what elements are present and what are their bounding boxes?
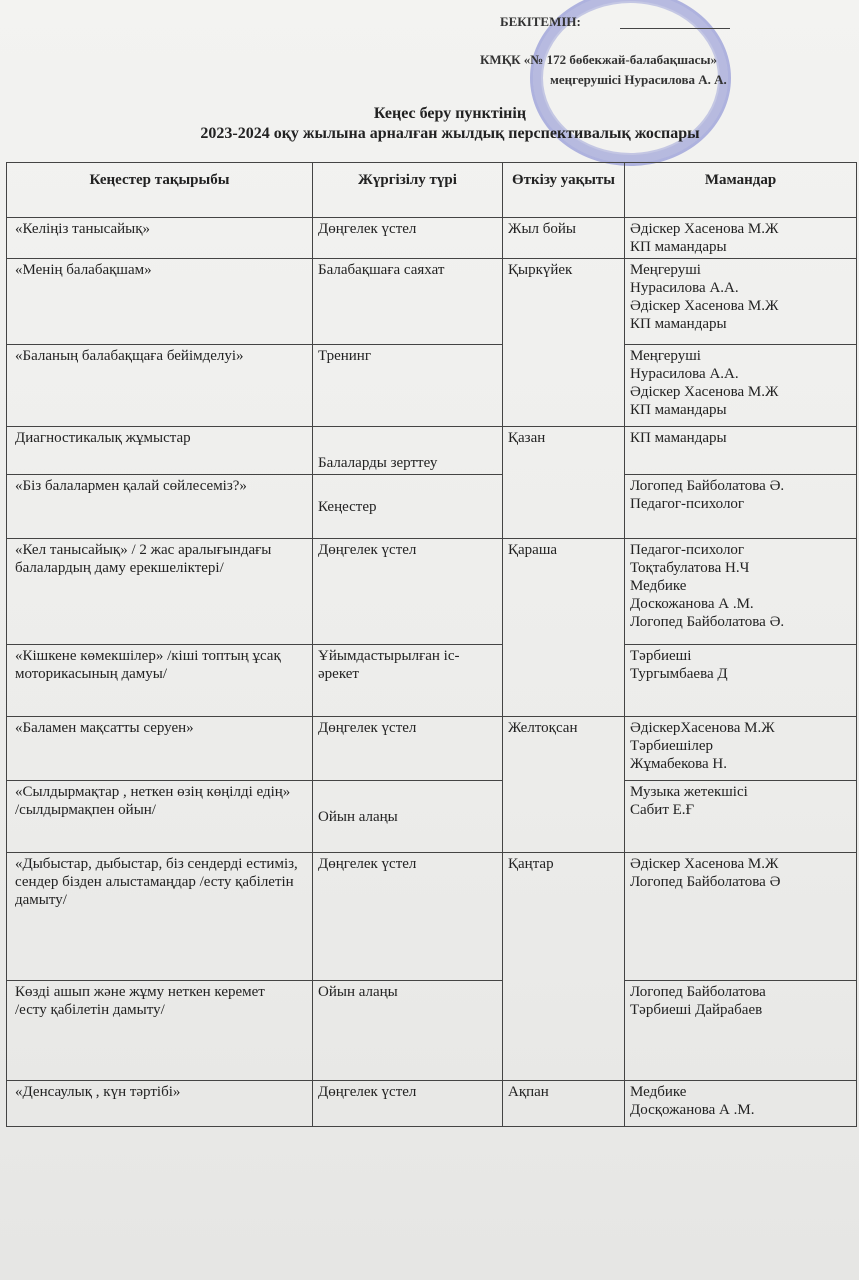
cell-time: Қаңтар [503, 853, 625, 1081]
cell-time: Қазан [503, 427, 625, 539]
cell-staff: Әдіскер Хасенова М.Ж КП мамандары [625, 218, 857, 259]
cell-staff: ӘдіскерХасенова М.Ж Тәрбиешілер Жұмабекова Н. [625, 717, 857, 781]
document-title [0, 104, 859, 144]
table-row [7, 475, 857, 539]
header-time: Өткізу уақыты [503, 163, 625, 218]
cell-staff: Тәрбиеші Тургымбаева Д [625, 645, 857, 717]
cell-form: Дөңгелек үстел [313, 1081, 503, 1127]
cell-topic: «Кел танысайық» / 2 жас аралығындағы балалардың даму ерекшеліктері/ [7, 539, 313, 645]
signature-line [620, 28, 730, 29]
cell-topic: «Дыбыстар, дыбыстар, біз сендерді естиміз, сендер бізден алыстамаңдар /есту қабілетін дамыту/ [7, 853, 313, 981]
cell-staff: КП мамандары [625, 427, 857, 475]
header-form: Жүргізілу түрі [313, 163, 503, 218]
cell-staff: Медбике Досқожанова А .М. [625, 1081, 857, 1127]
cell-staff: Логопед Байболатова Ә. Педагог-психолог [625, 475, 857, 539]
cell-topic: «Біз балалармен қалай сөйлесеміз?» [7, 475, 313, 539]
approval-line-2: КМҚК «№ 172 бөбекжай-балабақшасы» [480, 52, 717, 67]
header-staff: Мамандар [625, 163, 857, 218]
cell-form: Тренинг [313, 345, 503, 427]
cell-staff: Логопед Байболатова Тәрбиеші Дайрабаев [625, 981, 857, 1081]
table-row [7, 717, 857, 781]
title-line-1: Кеңес беру пунктінің [373, 105, 527, 122]
cell-staff: Әдіскер Хасенова М.Ж Логопед Байболатова Ә [625, 853, 857, 981]
cell-topic: «Менің балабақшам» [7, 259, 313, 345]
cell-topic: Көзді ашып және жұму неткен керемет /есту қабілетін дамыту/ [7, 981, 313, 1081]
cell-form: Ойын алаңы [313, 781, 503, 853]
cell-form: Дөңгелек үстел [313, 539, 503, 645]
table-row [7, 345, 857, 427]
cell-form: Балабақшаға саяхат [313, 259, 503, 345]
table-row [7, 645, 857, 717]
table-header-row [7, 163, 857, 218]
cell-time: Ақпан [503, 1081, 625, 1127]
table-row [7, 539, 857, 645]
cell-topic: «Кішкене көмекшілер» /кіші топтың ұсақ моторикасының дамуы/ [7, 645, 313, 717]
table-row [7, 1081, 857, 1127]
cell-topic: «Денсаулық , күн тәртібі» [7, 1081, 313, 1127]
table-row [7, 218, 857, 259]
cell-time: Жыл бойы [503, 218, 625, 259]
cell-form: Кеңестер [313, 475, 503, 539]
approval-line-3: меңгерушісі Нурасилова А. А. [550, 72, 727, 87]
cell-form: Ұйымдастырылған іс-әрекет [313, 645, 503, 717]
plan-table [6, 162, 857, 1127]
cell-topic: «Сылдырмақтар , неткен өзің көңілді едің» /сылдырмақпен ойын/ [7, 781, 313, 853]
cell-topic: «Келіңіз танысайық» [7, 218, 313, 259]
cell-staff: Меңгеруші Нурасилова А.А. Әдіскер Хасенова М.Ж КП мамандары [625, 345, 857, 427]
cell-form: Ойын алаңы [313, 981, 503, 1081]
table-row [7, 981, 857, 1081]
cell-topic: «Баламен мақсатты серуен» [7, 717, 313, 781]
cell-form: Дөңгелек үстел [313, 853, 503, 981]
cell-time: Желтоқсан [503, 717, 625, 853]
cell-form: Дөңгелек үстел [313, 717, 503, 781]
header-topic: Кеңестер тақырыбы [7, 163, 313, 218]
cell-time: Қыркүйек [503, 259, 625, 427]
approval-line-1: БЕКІТЕМІН: [500, 14, 581, 29]
table-row [7, 259, 857, 345]
title-line-2: 2023-2024 оқу жылына арналған жылдық перспективалық жоспары [200, 125, 700, 142]
table-row [7, 853, 857, 981]
cell-form: Дөңгелек үстел [313, 218, 503, 259]
cell-topic: «Баланың балабақщаға бейімделуі» [7, 345, 313, 427]
cell-time: Қараша [503, 539, 625, 717]
table-row [7, 427, 857, 475]
cell-topic: Диагностикалық жұмыстар [7, 427, 313, 475]
table-row [7, 781, 857, 853]
cell-staff: Педагог-психолог Тоқтабулатова Н.Ч Медбике Доскожанова А .М. Логопед Байболатова Ә. [625, 539, 857, 645]
cell-form: Балаларды зерттеу [313, 427, 503, 475]
cell-staff: Меңгеруші Нурасилова А.А. Әдіскер Хасенова М.Ж КП мамандары [625, 259, 857, 345]
cell-staff: Музыка жетекшісі Сабит Е.Ғ [625, 781, 857, 853]
